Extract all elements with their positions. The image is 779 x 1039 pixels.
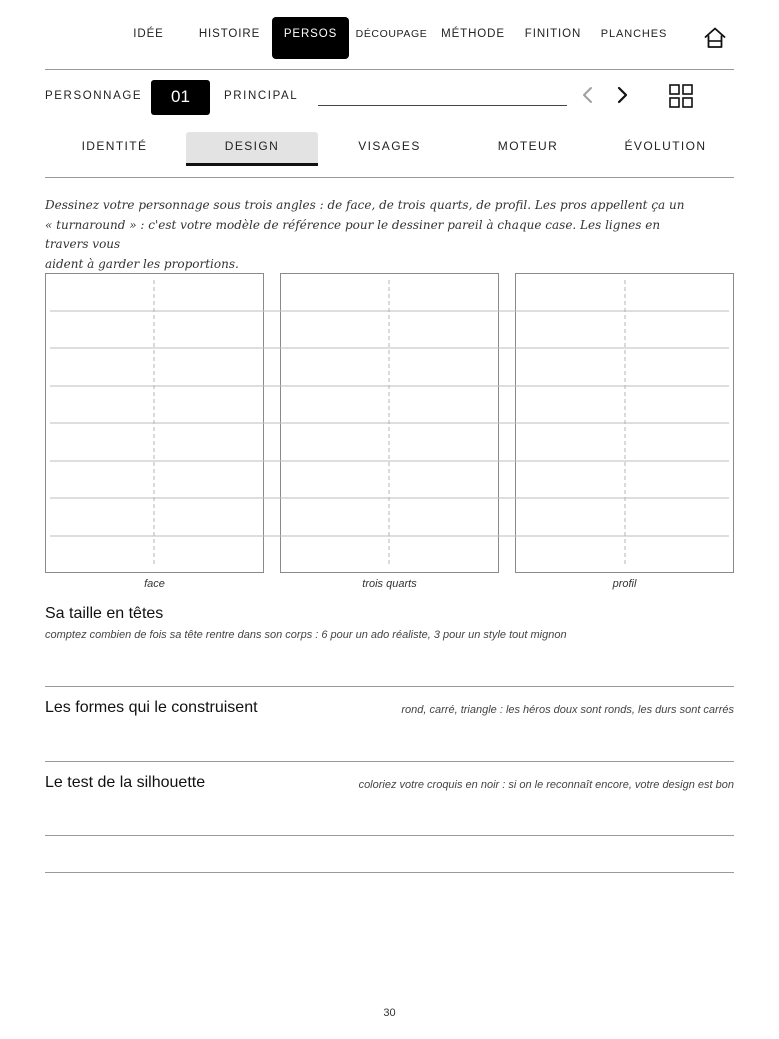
shapes-title: Les formes qui le construisent	[45, 699, 258, 716]
intro-line: Dessinez votre personnage sous trois angles : de face, de trois quarts, de profil. Les pros appellent ça un	[45, 198, 685, 212]
nav-finition[interactable]: FINITION	[524, 28, 582, 40]
character-number[interactable]: 01	[151, 80, 210, 115]
tab-design[interactable]: DESIGN	[186, 132, 318, 166]
shapes-hint: rond, carré, triangle : les héros doux sont ronds, les durs sont carrés	[401, 704, 734, 716]
intro-line: aident à garder les proportions.	[45, 256, 239, 271]
shapes-answer-line[interactable]	[45, 761, 734, 762]
tab-evolution[interactable]: ÉVOLUTION	[624, 139, 707, 153]
caption-three-quarters: trois quarts	[362, 578, 417, 590]
tab-identite[interactable]: IDENTITÉ	[81, 139, 148, 153]
height-hint: comptez combien de fois sa tête rentre dans son corps : 6 pour un ado réaliste, 3 pour un style tout mignon	[45, 629, 567, 641]
character-label: PERSONNAGE	[45, 90, 143, 102]
silhouette-answer-line[interactable]	[45, 872, 734, 873]
page-number: 30	[383, 1007, 396, 1019]
silhouette-hint: coloriez votre croquis en noir : si on le reconnaît encore, votre design est bon	[358, 779, 734, 791]
character-role: PRINCIPAL	[224, 90, 299, 102]
caption-profile: profil	[612, 578, 637, 590]
tab-moteur[interactable]: MOTEUR	[497, 139, 559, 153]
nav-methode[interactable]: MÉTHODE	[441, 28, 505, 40]
silhouette-title: Le test de la silhouette	[45, 774, 206, 791]
nav-persos[interactable]: PERSOS	[272, 17, 349, 59]
nav-planches[interactable]: PLANCHES	[600, 28, 668, 40]
nav-idee[interactable]: IDÉE	[133, 28, 164, 40]
height-answer-line[interactable]	[45, 686, 734, 687]
height-title: Sa taille en têtes	[45, 605, 164, 622]
intro-line: « turnaround » : c'est votre modèle de référence pour le dessiner pareil à chaque case. Les lignes en travers vous	[45, 217, 661, 251]
silhouette-answer-line[interactable]	[45, 835, 734, 836]
tab-visages[interactable]: VISAGES	[358, 139, 421, 153]
nav-histoire[interactable]: HISTOIRE	[198, 28, 261, 40]
caption-face: face	[144, 578, 165, 590]
nav-decoupage[interactable]: DÉCOUPAGE	[355, 28, 428, 40]
